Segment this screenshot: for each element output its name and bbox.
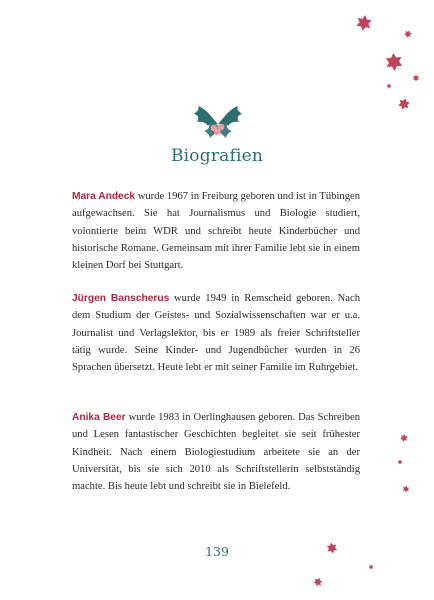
author-name: Mara Andeck (72, 191, 136, 202)
star-icon (400, 433, 408, 442)
star-icon (413, 75, 419, 82)
biography-text: wurde 1949 in Remscheid geboren. Nach dem Studium der Geistes- und Sozialwissenschaften war er u.a. Journalist und Verlagslektor, bis er 1989 als freier Schriftsteller tätig wurde. Seine Kinder- und Jugendbücher wurden in 26 Sprachen übersetzt. Heute lebt er mit seiner Familie im Ruhrgebiet. (72, 293, 360, 374)
author-name: Jürgen Banscherus (72, 293, 170, 304)
biography-paragraph (72, 188, 360, 274)
biography-paragraph (72, 290, 360, 376)
holly-berries-icon (190, 100, 246, 138)
biography-text: wurde 1967 in Freiburg geboren und ist in Tübingen aufgewachsen. Sie hat Journalismus und Biologie studiert, volontierte beim WDR und schreibt heute Kinderbücher und historische Romane. Gemeinsam mit ihrer Familie lebt sie in einem kleinen Dorf bei Stuttgart. (72, 191, 360, 272)
page-title: Biografien (170, 146, 264, 166)
star-icon (313, 576, 323, 587)
biography-text: wurde 1983 in Oerlinghausen geboren. Das Schreiben und Lesen fantastischer Geschichten begleitet sie seit frühester Kindheit. Nach einem Biologiestudium arbeitete sie an der Universität, bis sie sich 2010 als Schriftstellerin selbstständig machte. Bis heute lebt und schreibt sie in Bielefeld. (72, 412, 360, 493)
star-icon (385, 52, 402, 71)
star-icon (402, 485, 409, 493)
star-icon (397, 97, 410, 111)
biography-paragraph (72, 409, 360, 495)
star-icon (398, 460, 402, 465)
page-number: 139 (205, 544, 229, 559)
star-icon (387, 84, 391, 89)
author-name: Anika Beer (72, 412, 126, 423)
star-icon (403, 29, 412, 39)
star-icon (369, 565, 373, 570)
star-icon (356, 14, 372, 32)
